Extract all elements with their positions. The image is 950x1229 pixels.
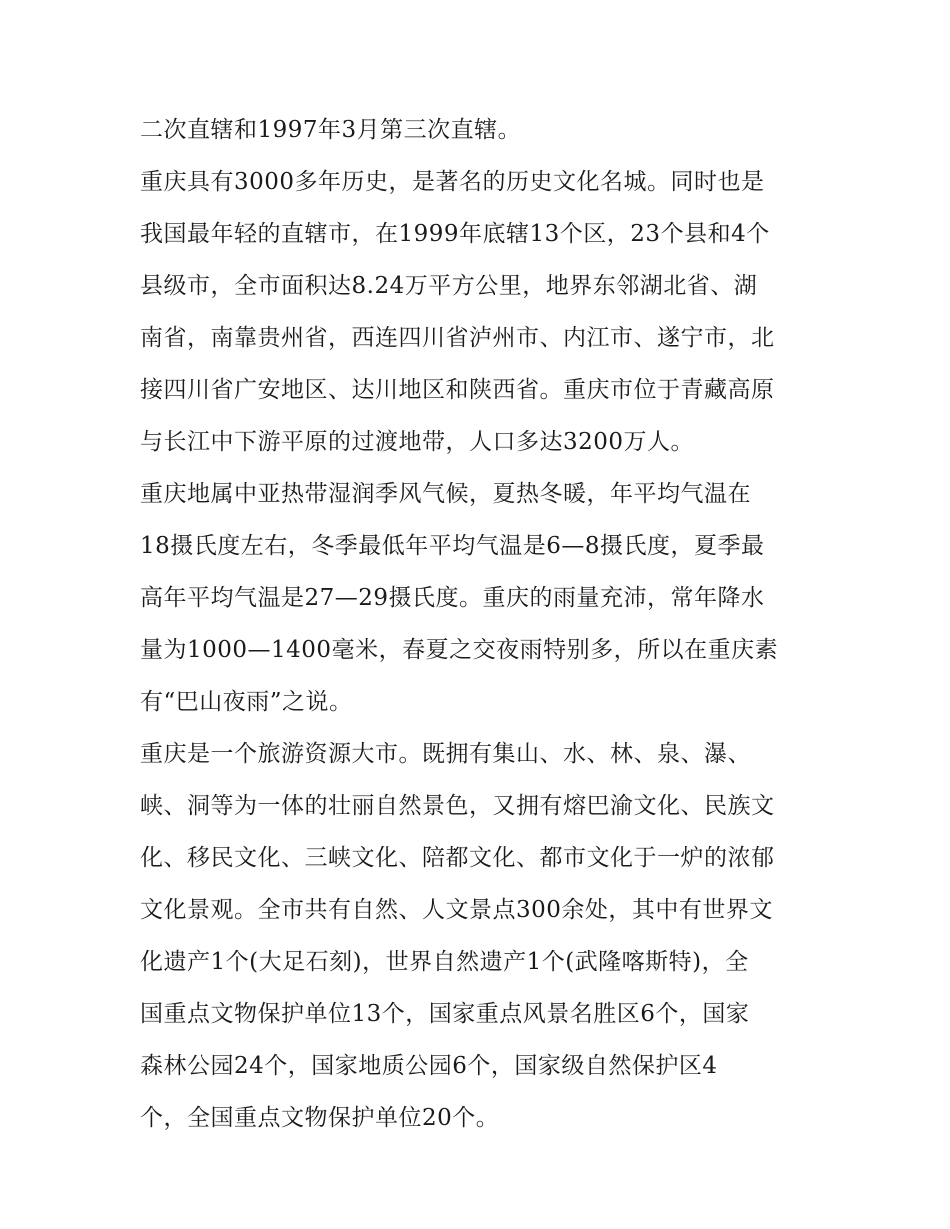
text-line: 县级市，全市面积达8.24万平方公里，地界东邻湖北省、湖 xyxy=(140,273,758,299)
text-line: 重庆是一个旅游资源大市。既拥有集山、水、林、泉、瀑、 xyxy=(140,741,751,767)
text-line: 重庆具有3000多年历史，是著名的历史文化名城。同时也是 xyxy=(140,169,765,195)
text-line: 国重点文物保护单位13个，国家重点风景名胜区6个，国家 xyxy=(140,1001,750,1027)
text-line: 与长江中下游平原的过渡地带，人口多达3200万人。 xyxy=(140,429,695,455)
document-body xyxy=(140,112,820,1152)
text-line: 化遗产1个(大足石刻)，世界自然遗产1个(武隆喀斯特)，全 xyxy=(140,949,749,975)
text-line: 文化景观。全市共有自然、人文景点300余处，其中有世界文 xyxy=(140,897,773,923)
text-line: 有“巴山夜雨”之说。 xyxy=(140,689,353,715)
text-line: 我国最年轻的直辖市，在1999年底辖13个区，23个县和4个 xyxy=(140,221,770,247)
text-line: 南省，南靠贵州省，西连四川省泸州市、内江市、遂宁市，北 xyxy=(140,325,775,351)
text-line: 峡、洞等为一体的壮丽自然景色，又拥有熔巴渝文化、民族文 xyxy=(140,793,775,819)
text-line: 18摄氏度左右，冬季最低年平均气温是6—8摄氏度，夏季最 xyxy=(140,533,765,559)
text-line: 二次直辖和1997年3月第三次直辖。 xyxy=(140,117,522,143)
text-line: 个，全国重点文物保护单位20个。 xyxy=(140,1105,500,1131)
text-line: 量为1000—1400毫米，春夏之交夜雨特别多，所以在重庆素 xyxy=(140,637,779,663)
text-line: 重庆地属中亚热带湿润季风气候，夏热冬暖，年平均气温在 xyxy=(140,481,751,507)
text-line: 化、移民文化、三峡文化、陪都文化、都市文化于一炉的浓郁 xyxy=(140,845,775,871)
text-line: 森林公园24个，国家地质公园6个，国家级自然保护区4 xyxy=(140,1053,718,1079)
text-line: 接四川省广安地区、达川地区和陕西省。重庆市位于青藏高原 xyxy=(140,377,775,403)
text-line: 高年平均气温是27—29摄氏度。重庆的雨量充沛，常年降水 xyxy=(140,585,765,611)
